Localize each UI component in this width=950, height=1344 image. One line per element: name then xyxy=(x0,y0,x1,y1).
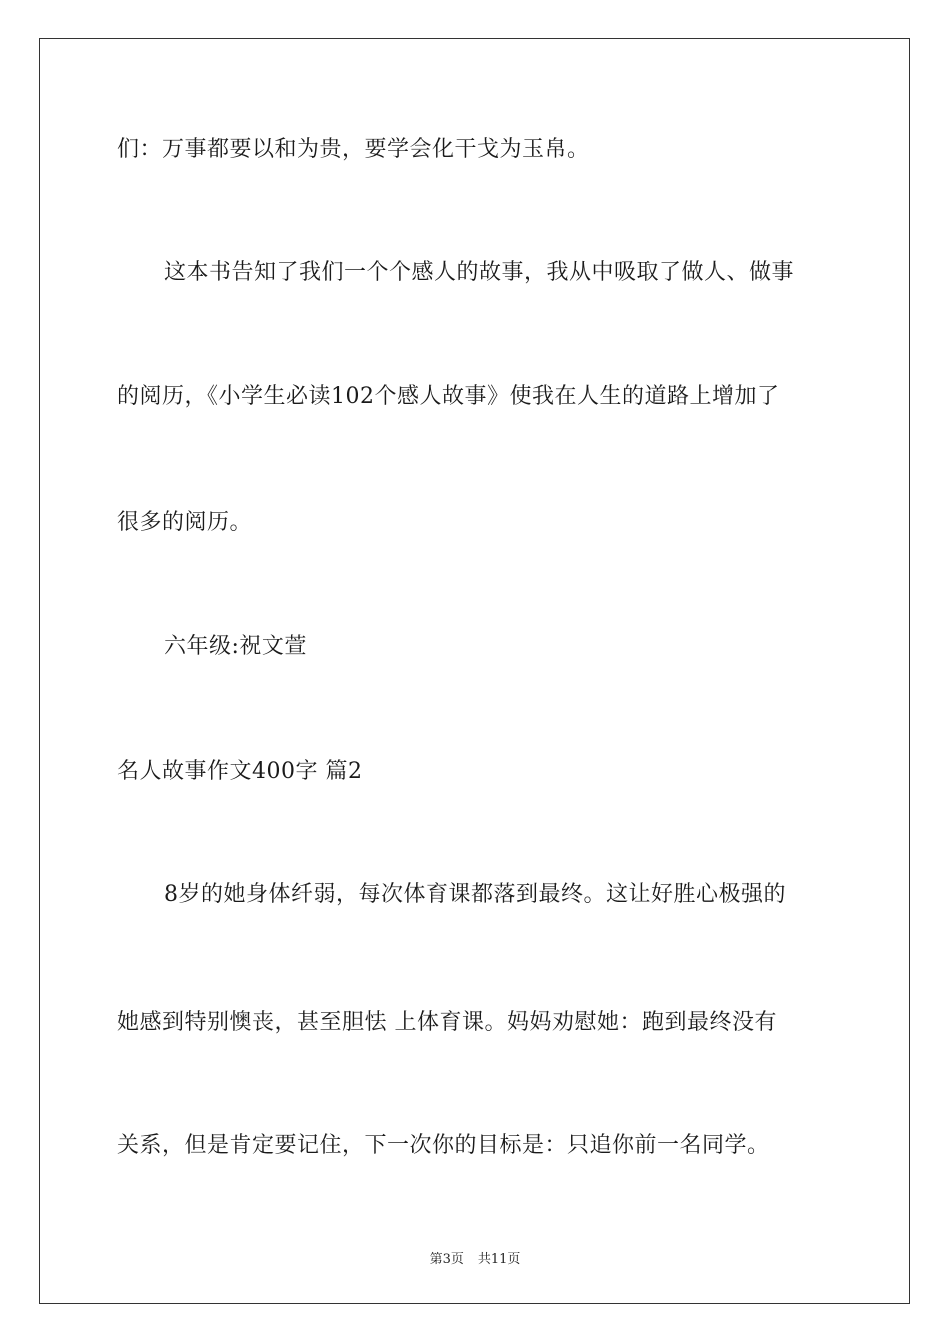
page-number: 第3页 xyxy=(429,1252,464,1267)
text-line-8: 她感到特别懊丧，甚至胆怯 上体育课。妈妈劝慰她：跑到最终没有 xyxy=(117,1010,777,1035)
total-pages: 共11页 xyxy=(477,1252,521,1267)
page-footer xyxy=(0,1248,950,1267)
text-line-3: 的阅历，《小学生必读102个感人故事》使我在人生的道路上增加了 xyxy=(117,384,780,409)
text-line-2: 这本书告知了我们一个个感人的故事，我从中吸取了做人、做事 xyxy=(164,260,795,285)
text-line-7: 8岁的她身体纤弱，每次体育课都落到最终。这让好胜心极强的 xyxy=(164,882,786,907)
author-line: 六年级:祝文萱 xyxy=(164,634,307,659)
text-line-1: 们：万事都要以和为贵，要学会化干戈为玉帛。 xyxy=(117,137,590,162)
section-heading: 名人故事作文400字 篇2 xyxy=(117,759,363,784)
text-line-9: 关系，但是肯定要记住，下一次你的目标是：只追你前一名同学。 xyxy=(117,1133,770,1158)
page-border xyxy=(39,38,910,1304)
text-line-4: 很多的阅历。 xyxy=(117,510,253,535)
